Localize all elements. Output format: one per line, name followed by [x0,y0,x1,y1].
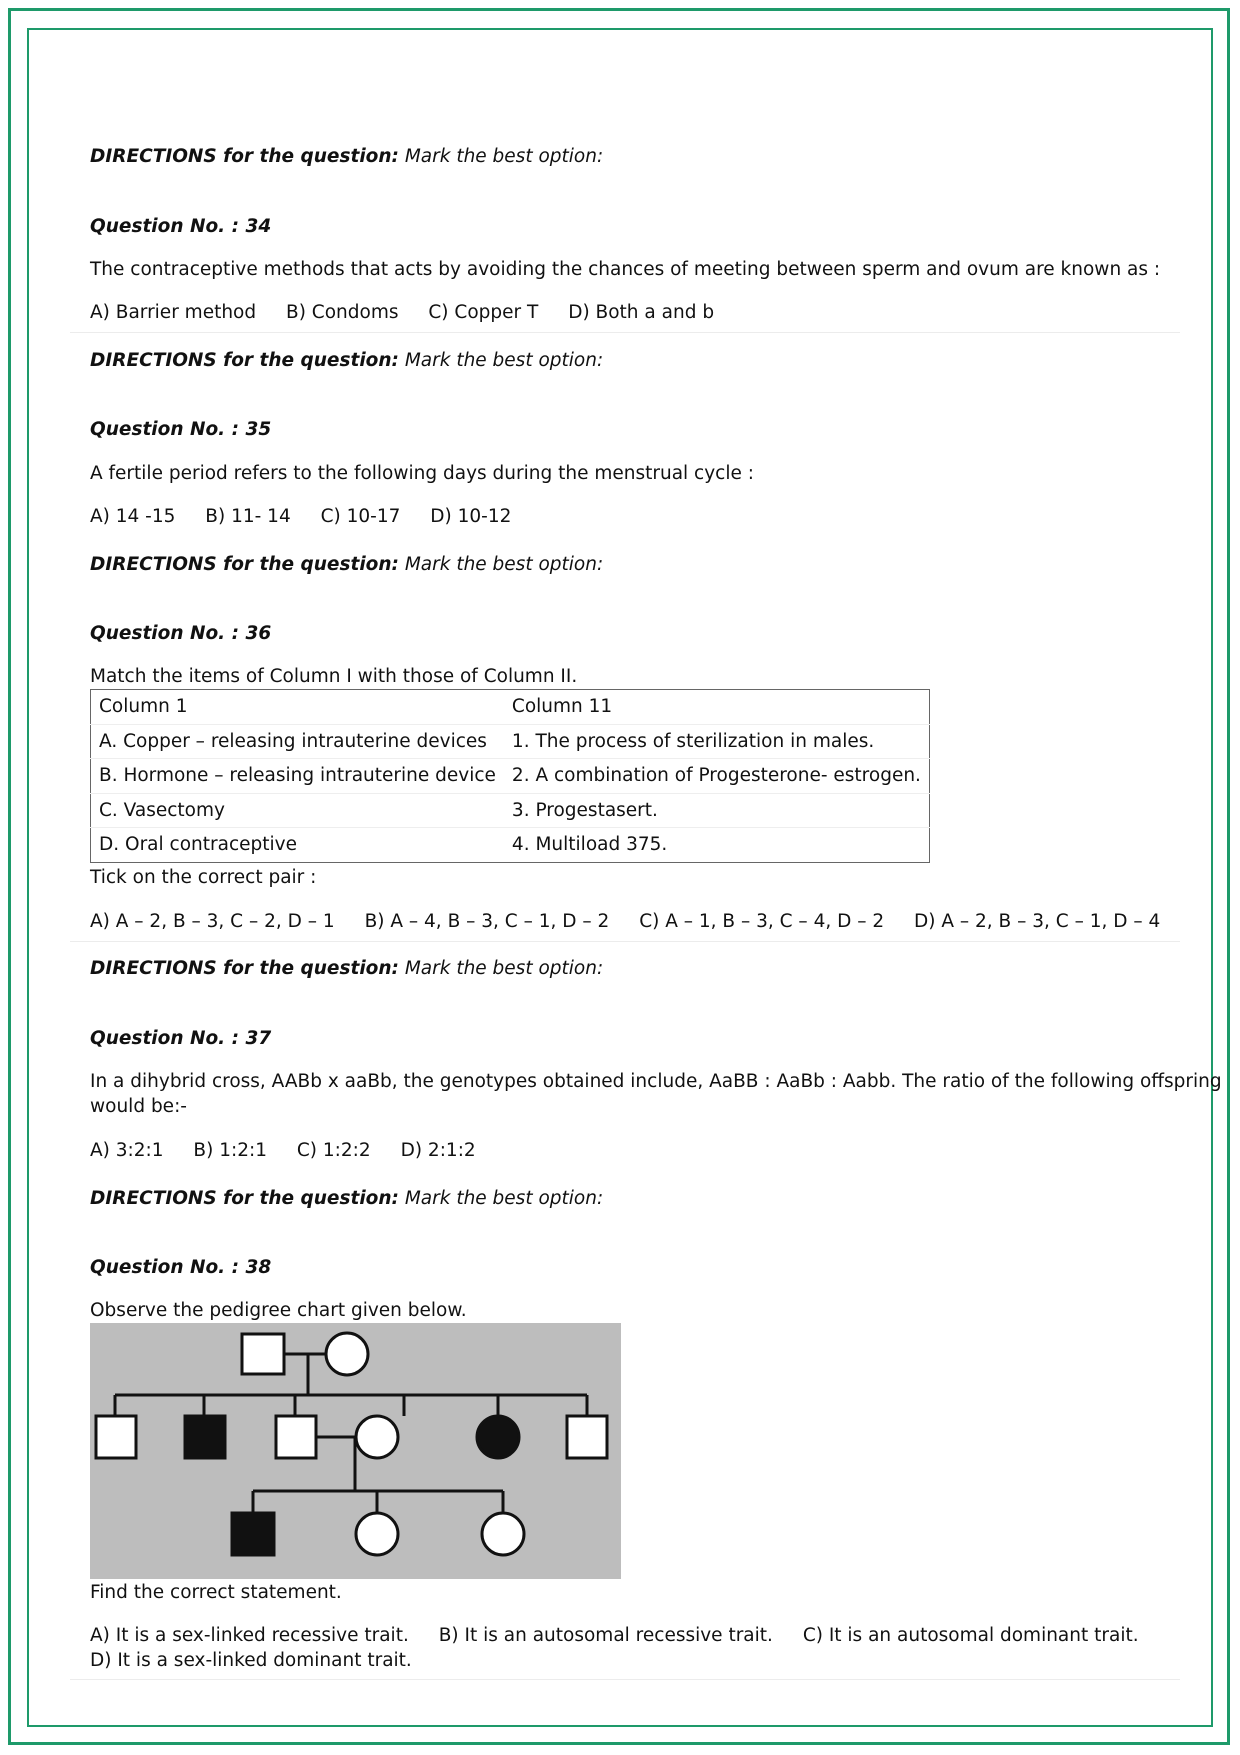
directions-36: DIRECTIONS for the question: Mark the best option: [90,554,604,575]
table-cell: 4. Multiload 375. [511,834,668,856]
female-unaffected [326,1333,368,1375]
options-38-line1 [90,1624,1163,1647]
table-row [91,759,930,794]
option-d[interactable]: D) 2:1:2 [400,1140,476,1161]
separator [70,1679,1180,1680]
options-34 [90,301,738,324]
female-unaffected [356,1513,398,1555]
table-row [91,793,930,828]
table-cell: 3. Progestasert. [504,793,930,828]
female-affected [477,1416,519,1458]
option-a[interactable]: A) It is a sex-linked recessive trait. [90,1625,409,1646]
male-unaffected [96,1416,136,1458]
options-37 [90,1139,500,1162]
male-affected [232,1513,274,1555]
question-number-34: Question No. : 34 [90,216,272,237]
question-text-34: The contraceptive methods that acts by avoiding the chances of meeting between sperm and ovum are known as : [90,259,1161,280]
match-table [90,689,930,863]
question-text-36: Match the items of Column I with those of Column II. [90,666,578,687]
male-affected [185,1416,225,1458]
table-row [91,690,930,725]
option-b[interactable]: B) A – 4, B – 3, C – 1, D – 2 [364,911,610,932]
tick-instruction: Tick on the correct pair : [90,867,317,888]
option-d[interactable]: D) It is a sex-linked dominant trait. [90,1650,412,1671]
question-text-37-line2: would be:- [90,1096,187,1117]
options-35 [90,505,535,528]
directions-35: DIRECTIONS for the question: Mark the best option: [90,350,604,371]
option-a[interactable]: A) 3:2:1 [90,1140,164,1161]
option-a[interactable]: A) A – 2, B – 3, C – 2, D – 1 [90,911,335,932]
option-b[interactable]: B) 1:2:1 [193,1140,267,1161]
separator [70,941,1180,942]
option-b[interactable]: B) 11- 14 [205,506,291,527]
find-statement: Find the correct statement. [90,1582,342,1603]
question-text-35: A fertile period refers to the following days during the menstrual cycle : [90,463,754,484]
directions-34: DIRECTIONS for the question: Mark the best option: [90,146,604,167]
option-a[interactable]: A) 14 -15 [90,506,176,527]
question-number-38: Question No. : 38 [90,1257,272,1278]
option-b[interactable]: B) It is an autosomal recessive trait. [438,1625,773,1646]
option-c[interactable]: C) 10-17 [320,506,401,527]
table-cell: Column 1 [91,690,504,725]
option-c[interactable]: C) It is an autosomal dominant trait. [802,1625,1139,1646]
female-unaffected [482,1513,524,1555]
table-cell: A. Copper – releasing intrauterine devices [91,724,504,759]
male-unaffected [242,1334,284,1374]
directions-37: DIRECTIONS for the question: Mark the best option: [90,958,604,979]
option-c[interactable]: C) Copper T [428,302,539,323]
table-row [91,724,930,759]
question-number-35: Question No. : 35 [90,419,272,440]
option-c[interactable]: C) A – 1, B – 3, C – 4, D – 2 [639,911,885,932]
pedigree-chart [90,1323,621,1579]
female-unaffected [356,1416,398,1458]
separator [70,332,1180,333]
option-d[interactable]: D) Both a and b [568,302,715,323]
question-number-36: Question No. : 36 [90,623,272,644]
male-unaffected [567,1416,607,1458]
table-cell: C. Vasectomy [91,793,504,828]
question-number-37: Question No. : 37 [90,1028,272,1049]
table-cell: D. Oral contraceptive [99,834,297,856]
directions-38: DIRECTIONS for the question: Mark the best option: [90,1188,604,1209]
option-a[interactable]: A) Barrier method [90,302,257,323]
option-d[interactable]: D) 10-12 [430,506,512,527]
male-unaffected [276,1416,316,1458]
table-cell: 1. The process of sterilization in males. [504,724,930,759]
table-cell: B. Hormone – releasing intrauterine device [91,759,504,794]
option-d[interactable]: D) A – 2, B – 3, C – 1, D – 4 [914,911,1161,932]
options-36 [90,910,1184,933]
table-cell: Column 11 [504,690,930,725]
option-b[interactable]: B) Condoms [286,302,399,323]
question-text-37-line1: In a dihybrid cross, AABb x aaBb, the genotypes obtained include, AaBB : AaBb : Aabb. The ratio of the following offspring [90,1071,1222,1092]
question-text-38: Observe the pedigree chart given below. [90,1300,467,1321]
table-row [91,828,930,863]
option-c[interactable]: C) 1:2:2 [296,1140,371,1161]
table-cell: 2. A combination of Progesterone- estrogen. [504,759,930,794]
